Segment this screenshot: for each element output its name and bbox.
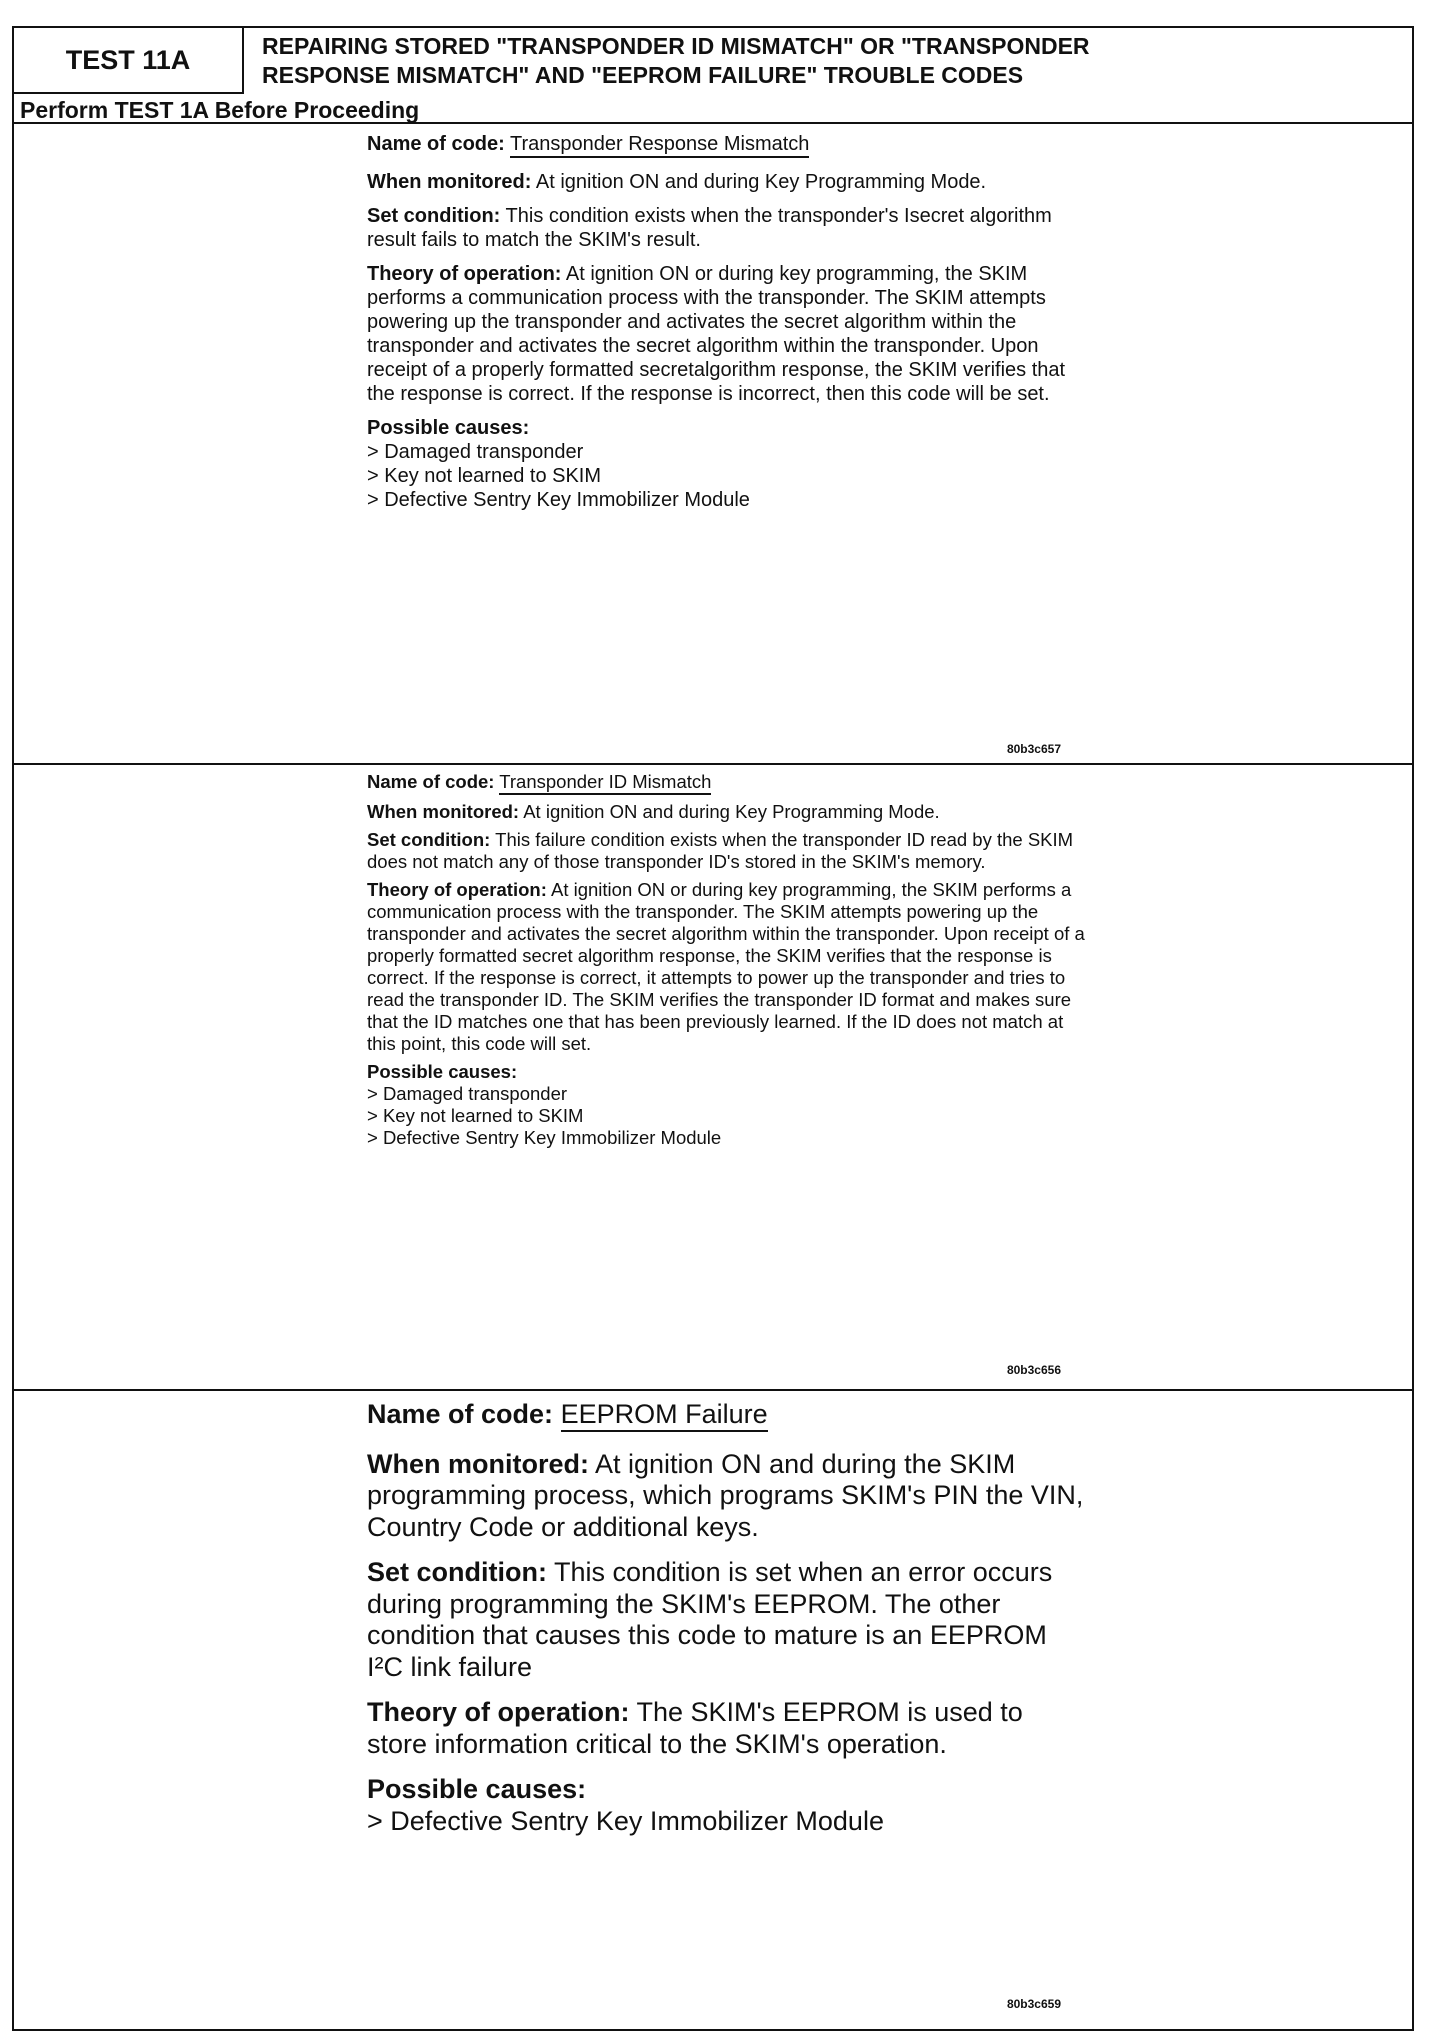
test-title-line1: REPAIRING STORED "TRANSPONDER ID MISMATCH" OR "TRANSPONDER	[262, 33, 1090, 59]
when-monitored-row	[367, 801, 1087, 823]
cause-item: > Defective Sentry Key Immobilizer Module	[367, 1805, 884, 1836]
code-name-label: Name of code:	[367, 771, 495, 792]
test-id: TEST 11A	[14, 28, 244, 94]
set-condition-label: Set condition:	[367, 205, 501, 227]
code-name-value: Transponder Response Mismatch	[510, 133, 809, 158]
when-monitored-row	[367, 170, 1087, 194]
cause-item: > Damaged transponder	[367, 441, 584, 463]
set-condition-row	[367, 204, 1087, 252]
code-name-row	[367, 132, 1087, 156]
theory-row	[367, 879, 1087, 1055]
section-content	[367, 771, 1087, 1149]
cause-item: > Defective Sentry Key Immobilizer Module	[367, 1127, 722, 1148]
possible-causes-label: Possible causes:	[367, 1061, 518, 1082]
code-name-row	[367, 1399, 1087, 1431]
possible-causes-label: Possible causes:	[367, 417, 530, 439]
set-condition-text: This failure condition exists when the transponder ID read by the SKIM does not match any of those transponder ID's stored in the SKIM's memory.	[367, 829, 1074, 872]
code-section-id-mismatch	[14, 765, 1412, 1391]
when-monitored-text: At ignition ON and during Key Programming Mode.	[535, 171, 987, 193]
cause-item: > Key not learned to SKIM	[367, 1105, 584, 1126]
when-monitored-label: When monitored:	[367, 801, 520, 822]
section-content	[367, 1399, 1087, 1837]
code-name-label: Name of code:	[367, 1399, 554, 1429]
set-condition-row	[367, 829, 1087, 873]
possible-causes	[367, 1061, 1087, 1149]
cause-item: > Defective Sentry Key Immobilizer Module	[367, 489, 750, 511]
figure-reference: 80b3c657	[1006, 742, 1061, 756]
set-condition-row	[367, 1557, 1087, 1683]
set-condition-label: Set condition:	[367, 1557, 547, 1587]
cause-item: > Key not learned to SKIM	[367, 465, 602, 487]
possible-causes	[367, 416, 1087, 512]
test-sheet	[12, 26, 1414, 2031]
theory-label: Theory of operation:	[367, 1697, 630, 1727]
theory-row	[367, 262, 1087, 406]
code-name-label: Name of code:	[367, 133, 505, 155]
test-header	[14, 28, 1412, 124]
set-condition-label: Set condition:	[367, 829, 491, 850]
theory-row	[367, 1697, 1087, 1760]
code-name-row	[367, 771, 1087, 793]
theory-text: At ignition ON or during key programming, the SKIM performs a communication process with the transponder. The SKIM attempts powering up the transponder and activates the secret algorithm within the transponder and activates the secret algorithm within the transponder. Upon receipt of a properly formatted secretalgorithm response, the SKIM verifies that the response is correct. If the response is incorrect, then this code will be set.	[367, 263, 1066, 405]
when-monitored-text: At ignition ON and during the SKIM programming process, which programs SKIM's PIN the VIN, Country Code or additional keys.	[367, 1448, 1084, 1542]
when-monitored-label: When monitored:	[367, 171, 532, 193]
theory-label: Theory of operation:	[367, 263, 562, 285]
set-condition-text: This condition exists when the transponder's Isecret algorithm result fails to match the SKIM's result.	[367, 205, 1052, 251]
code-section-response-mismatch	[14, 124, 1412, 765]
test-title	[262, 32, 1402, 90]
prerequisite-note: Perform TEST 1A Before Proceeding	[20, 97, 420, 123]
theory-text: At ignition ON or during key programming, the SKIM performs a communication process with the transponder. The SKIM attempts powering up the transponder and activates the secret algorithm within the transponder. Upon receipt of a properly formatted secret algorithm response, the SKIM verifies that the response is correct. If the response is correct, it attempts to power up the transponder and tries to read the transponder ID. The SKIM verifies the transponder ID format and makes sure that the ID matches one that has been previously learned. If the ID does not match at this point, this code will set.	[367, 879, 1085, 1054]
figure-reference: 80b3c659	[1006, 1997, 1061, 2011]
when-monitored-row	[367, 1449, 1087, 1544]
set-condition-text: This condition is set when an error occurs during programming the SKIM's EEPROM. The other condition that causes this code to mature is an EEPROM I²C link failure	[367, 1557, 1053, 1682]
test-title-line2: RESPONSE MISMATCH" AND "EEPROM FAILURE" TROUBLE CODES	[262, 62, 1024, 88]
possible-causes-label: Possible causes:	[367, 1774, 587, 1804]
code-name-value: EEPROM Failure	[561, 1399, 768, 1432]
cause-item: > Damaged transponder	[367, 1083, 568, 1104]
theory-text: The SKIM's EEPROM is used to store information critical to the SKIM's operation.	[367, 1697, 1023, 1759]
code-section-eeprom-failure	[14, 1391, 1412, 2033]
when-monitored-label: When monitored:	[367, 1448, 589, 1479]
when-monitored-text: At ignition ON and during Key Programming Mode.	[523, 801, 940, 822]
possible-causes	[367, 1774, 1087, 1837]
figure-reference: 80b3c656	[1006, 1363, 1061, 1377]
code-name-value: Transponder ID Mismatch	[499, 771, 711, 795]
theory-label: Theory of operation:	[367, 879, 547, 900]
section-content	[367, 132, 1087, 512]
